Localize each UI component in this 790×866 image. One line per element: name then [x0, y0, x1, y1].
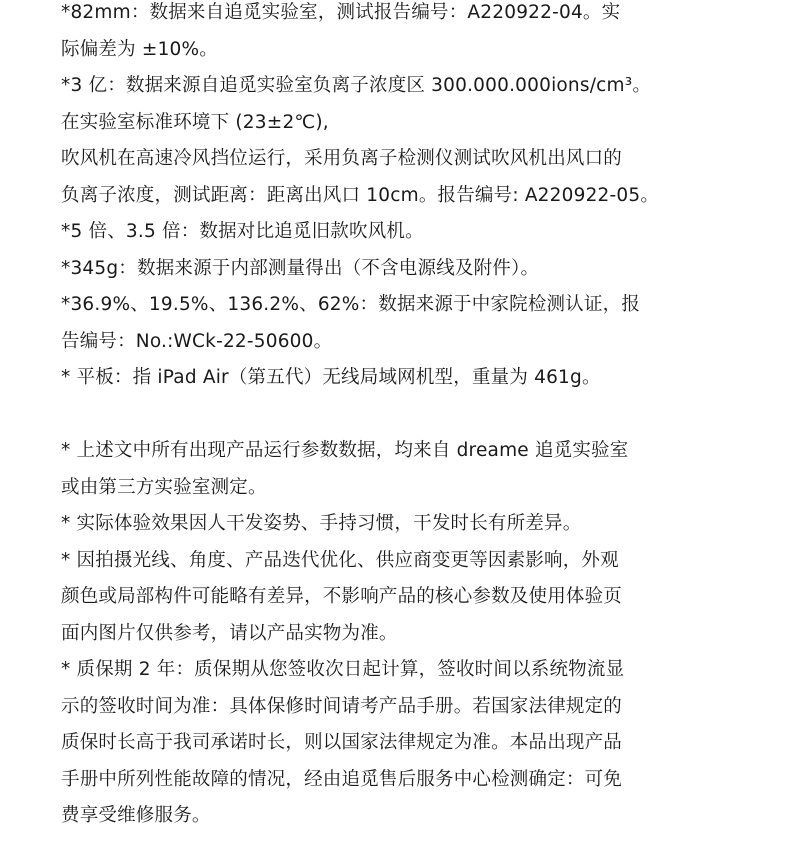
disclaimer-line: 或由第三方实验室测定。 [61, 476, 267, 498]
footnote-line: *5 倍、3.5 倍：数据对比追觅旧款吹风机。 [61, 221, 424, 242]
disclaimer-line: * 上述文中所有出现产品运行参数数据，均来自 dreame 追觅实验室 [61, 440, 629, 461]
footnote-line: * 平板：指 iPad Air（第五代）无线局域网机型，重量为 461g。 [61, 367, 601, 388]
footnote-line: 吹风机在高速冷风挡位运行，采用负离子检测仪测试吹风机出风口的 [61, 148, 623, 169]
disclaimer-line: * 因拍摄光线、角度、产品迭代优化、供应商变更等因素影响，外观 [61, 549, 619, 571]
disclaimer-line: * 实际体验效果因人干发姿势、手持习惯，干发时长有所差异。 [61, 513, 582, 534]
warranty-line: 费享受维修服务。 [61, 805, 211, 826]
footnote-line: 在实验室标准环境下 (23±2℃), [61, 111, 329, 133]
footnote-line: *82mm：数据来自追觅实验室，测试报告编号：A220922-04。实 [61, 2, 621, 23]
footnote-line: 告编号：No.:WCk-22-50600。 [61, 330, 333, 352]
footnote-line: *36.9%、19.5%、136.2%、62%：数据来源于中家院检测认证，报 [61, 294, 641, 315]
footnote-line: 际偏差为 ±10%。 [61, 38, 219, 60]
warranty-line: 手册中所列性能故障的情况，经由追觅售后服务中心检测确定：可免 [61, 768, 623, 790]
footnotes-block [61, 0, 761, 835]
disclaimer-line: 面内图片仅供参考，请以产品实物为准。 [61, 622, 398, 644]
paragraph-spacer [61, 397, 761, 434]
disclaimer-line: 颜色或局部构件可能略有差异，不影响产品的核心参数及使用体验页 [61, 586, 623, 607]
footnote-line: 负离子浓度，测试距离：距离出风口 10cm。报告编号: A220922-05。 [61, 184, 660, 206]
warranty-line: 质保时长高于我司承诺时长，则以国家法律规定为准。本品出现产品 [61, 732, 623, 753]
footnote-line: *3 亿：数据来源自追觅实验室负离子浓度区 300.000.000ions/cm³。 [61, 75, 652, 96]
warranty-line: 示的签收时间为准：具体保修时间请考产品手册。若国家法律规定的 [61, 695, 623, 717]
footnote-line: *345g：数据来源于内部测量得出（不含电源线及附件）。 [61, 257, 540, 279]
warranty-line: * 质保期 2 年：质保期从您签收次日起计算，签收时间以系统物流显 [61, 659, 625, 680]
